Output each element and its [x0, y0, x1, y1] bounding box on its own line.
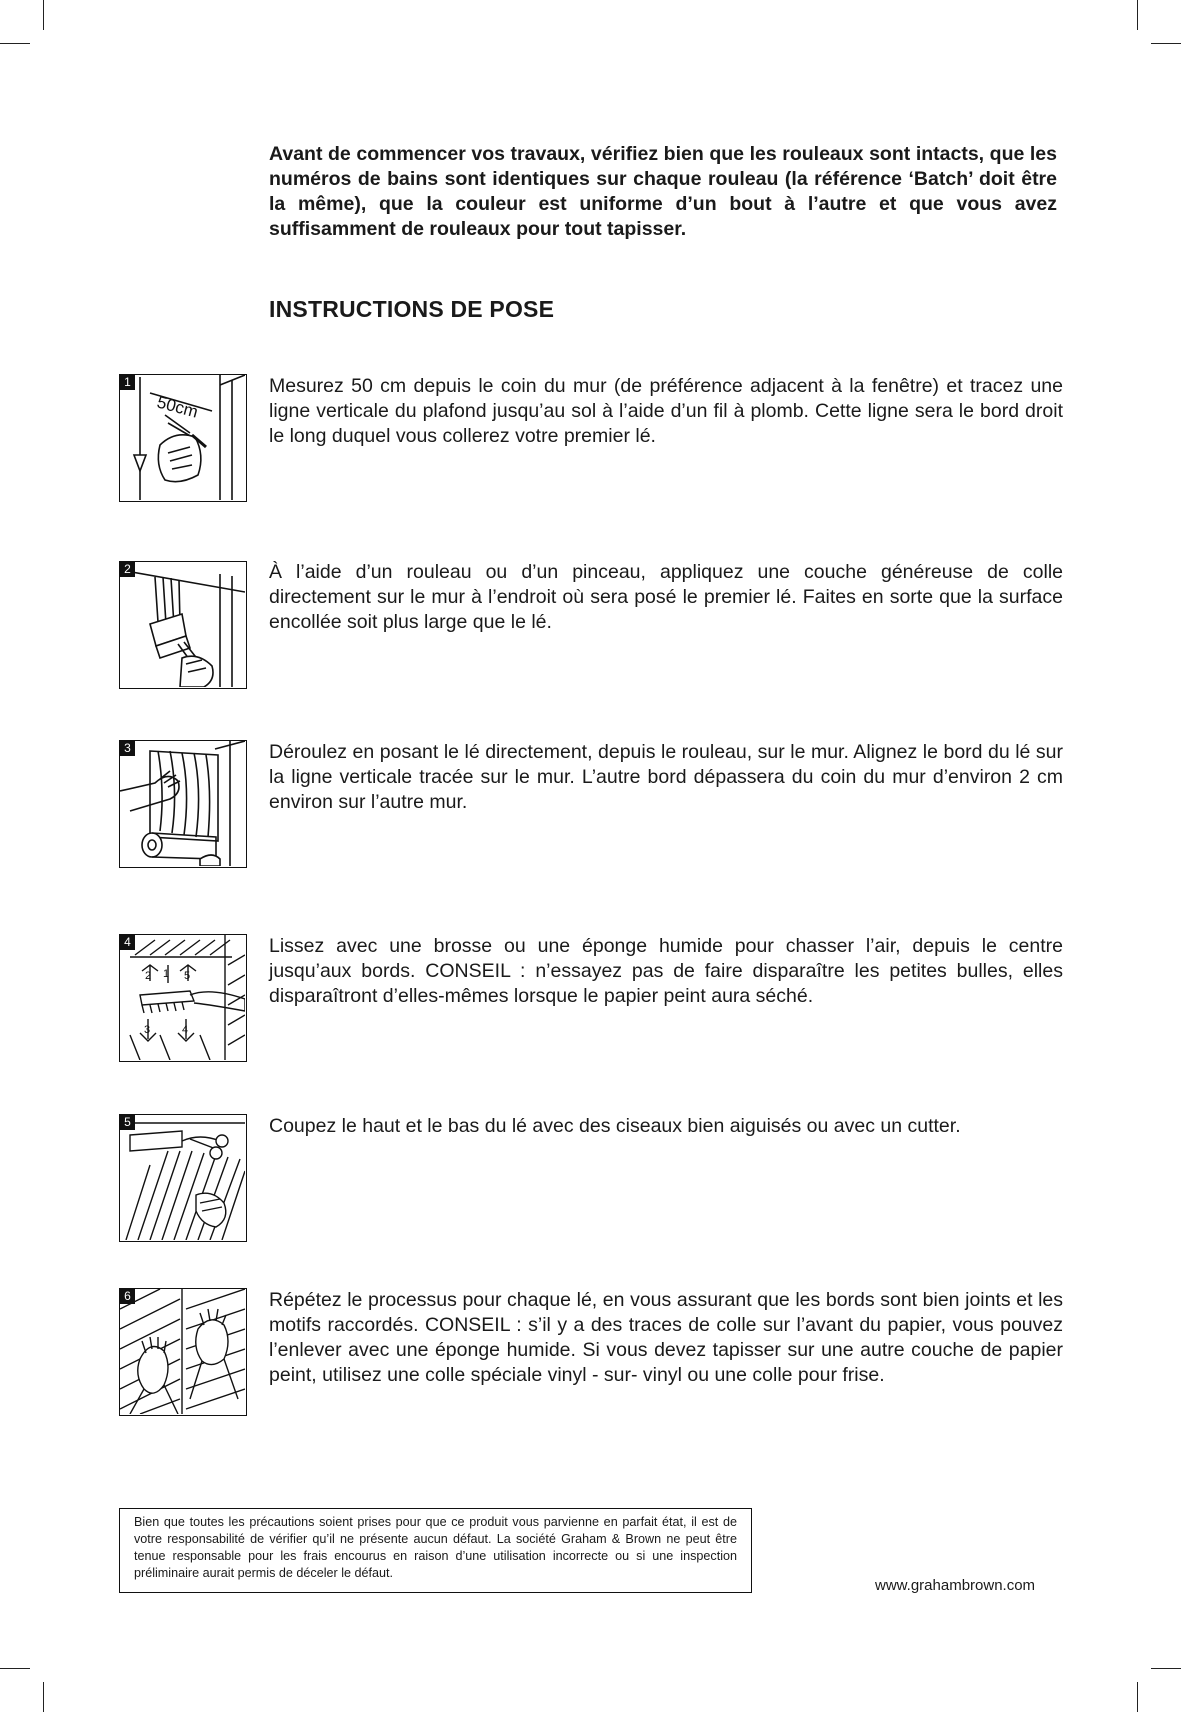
plumb-line-measure-icon — [120, 375, 245, 500]
step-number: 4 — [120, 935, 135, 950]
step-number: 2 — [120, 562, 135, 577]
paste-brush-icon — [120, 562, 245, 687]
pattern-match-hands-icon — [120, 1289, 245, 1414]
step-5-illustration — [119, 1114, 247, 1242]
step-4-illustration — [119, 934, 247, 1062]
step-3-illustration — [119, 740, 247, 868]
smoothing-brush-icon — [120, 935, 245, 1060]
crop-mark — [1137, 0, 1138, 30]
step-1-text: Mesurez 50 cm depuis le coin du mur (de préférence adjacent à la fenêtre) et tracez une ligne verticale du plafond jusqu’au sol à l’aide d’un fil à plomb. Cette ligne sera le bord droit le long duquel vous collerez votre premier lé. — [269, 375, 1063, 447]
unroll-paper-icon — [120, 741, 245, 866]
intro-paragraph: Avant de commencer vos travaux, vérifiez bien que les rouleaux sont intacts, que les numéros de bains sont identiques sur chaque rouleau (la référence ‘Batch’ doit être la même), que la couleur est uniforme d’un bout à l’autre et que vous avez suffisamment de rouleaux pour tout tapisser. — [269, 143, 1057, 240]
crop-mark — [43, 0, 44, 30]
scissors-trim-icon — [120, 1115, 245, 1240]
disclaimer-box — [119, 1508, 752, 1593]
step-4-text: Lissez avec une brosse ou une éponge humide pour chasser l’air, depuis le centre jusqu’aux bords. CONSEIL : n’essayez pas de faire disparaître les petites bulles, elles disparaîtront d’elles-mêmes lorsque le papier peint aura séché. — [269, 935, 1063, 1007]
step-1-illustration — [119, 374, 247, 502]
arrow-label: 4 — [182, 1024, 189, 1036]
disclaimer-text: Bien que toutes les précautions soient prises pour que ce produit vous parvienne en parfait état, il est de votre responsabilité de vérifier qu’il ne présente aucun défaut. La société Graham & Brown ne peut être tenue responsable pour les frais encourus en raison d’une utilisation incorrecte ou si une inspection préliminaire aurait permis de déceler le défaut. — [134, 1515, 737, 1580]
measure-label: 50cm — [154, 392, 201, 422]
page-title: INSTRUCTIONS DE POSE — [269, 296, 555, 322]
crop-mark — [1151, 43, 1181, 44]
step-2-illustration — [119, 561, 247, 689]
crop-mark — [1137, 1682, 1138, 1712]
step-number: 5 — [120, 1115, 135, 1130]
crop-mark — [43, 1682, 44, 1712]
arrow-label: 5 — [184, 970, 191, 982]
arrow-label: 2 — [145, 970, 152, 982]
step-number: 6 — [120, 1289, 135, 1304]
website-link[interactable]: www.grahambrown.com — [875, 1577, 1036, 1594]
crop-mark — [0, 43, 30, 44]
crop-mark — [0, 1668, 30, 1669]
crop-mark — [1151, 1668, 1181, 1669]
arrow-label: 1 — [163, 968, 170, 980]
step-5-text: Coupez le haut et le bas du lé avec des ciseaux bien aiguisés ou avec un cutter. — [269, 1115, 961, 1137]
step-2-text: À l’aide d’un rouleau ou d’un pinceau, appliquez une couche généreuse de colle directement sur le mur à l’endroit où sera posé le premier lé. Faites en sorte que la surface encollée soit plus large que le lé. — [269, 561, 1063, 633]
step-6-illustration — [119, 1288, 247, 1416]
step-number: 3 — [120, 741, 135, 756]
step-3-text: Déroulez en posant le lé directement, depuis le rouleau, sur le mur. Alignez le bord du lé sur la ligne verticale tracée sur le mur. L’autre bord dépassera du coin du mur d’environ 2 cm environ sur l’autre mur. — [269, 741, 1063, 813]
step-number: 1 — [120, 375, 135, 390]
step-6-text: Répétez le processus pour chaque lé, en vous assurant que les bords sont bien joints et les motifs raccordés. CONSEIL : s’il y a des traces de colle sur l’avant du papier, vous pouvez l’enlever avec une éponge humide. Si vous devez tapisser sur une autre couche de papier peint, utilisez une colle spéciale vinyl - sur- vinyl ou une colle pour frise. — [269, 1289, 1063, 1386]
arrow-label: 3 — [144, 1024, 151, 1036]
